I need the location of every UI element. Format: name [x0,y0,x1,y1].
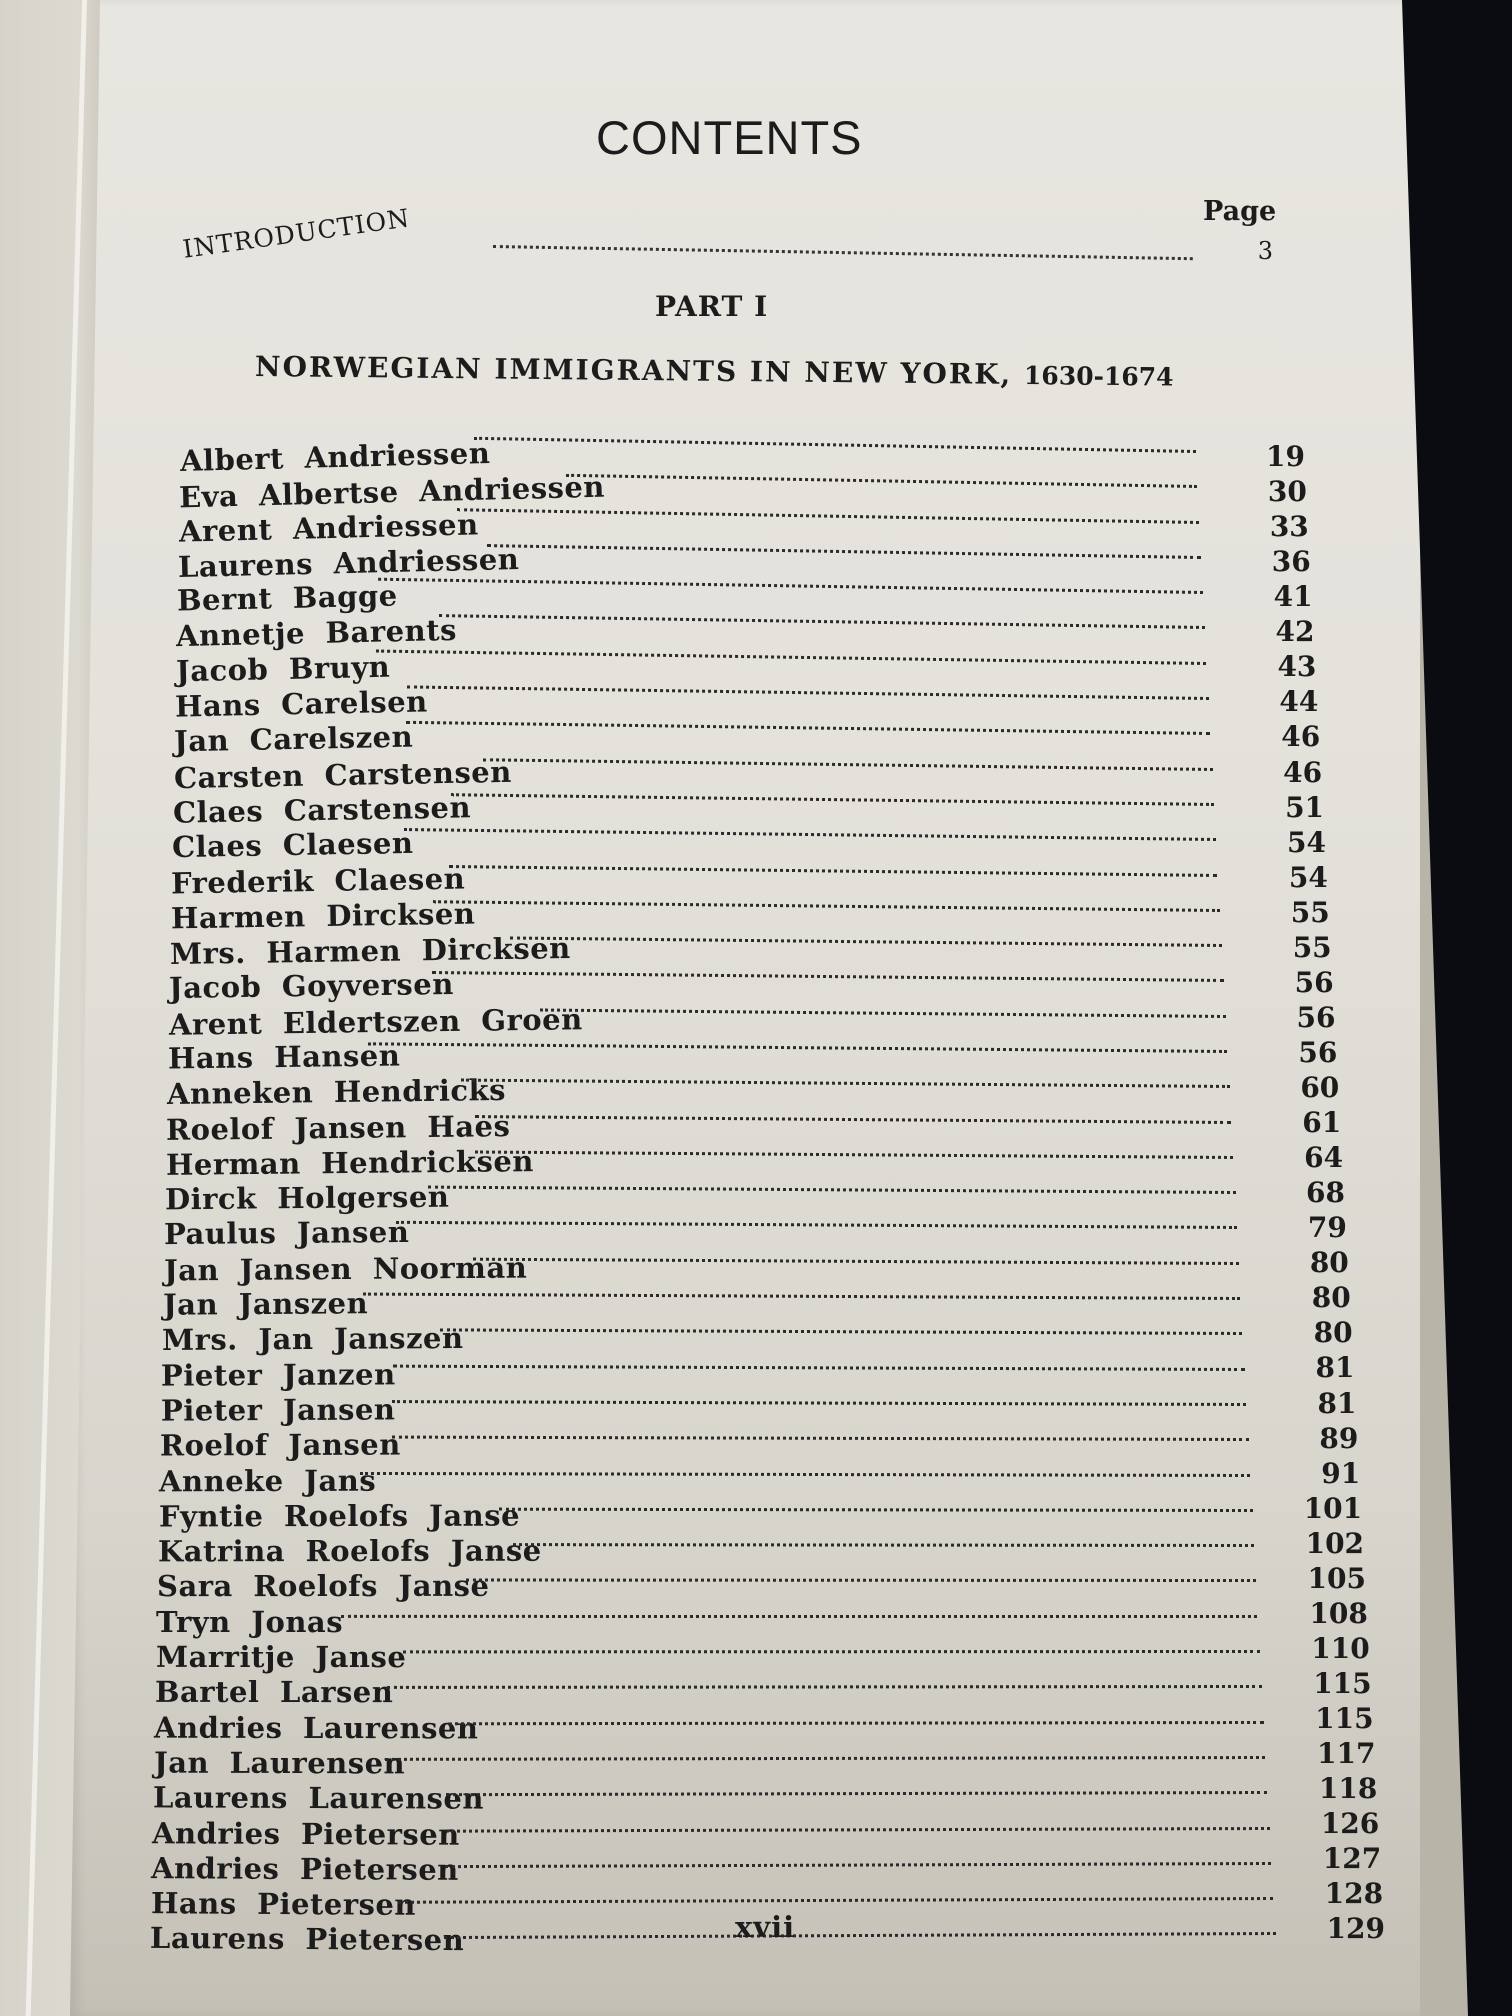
toc-entry-page: 43 [1277,650,1317,684]
toc-entry-page: 44 [1279,685,1319,719]
toc-entry-name: Pieter Janzen [161,1357,397,1393]
toc-entry-label: INTRODUCTION [180,203,412,264]
toc-entry-page: 115 [1313,1667,1372,1700]
toc-entry-name: Harmen Dircksen [170,896,476,936]
toc-entry-page: 81 [1315,1351,1355,1385]
page-column-label: Page [1203,196,1277,227]
toc-entry-page: 42 [1275,615,1315,649]
toc-entry-name: Albert Andriessen [179,435,491,479]
toc-entry-page: 56 [1296,1000,1336,1034]
toc-entry-name: Pieter Jansen [160,1392,396,1428]
dot-leader [466,1579,1256,1583]
toc-entry-name: Andries Pietersen [152,1815,461,1852]
toc-entry-page: 105 [1307,1561,1366,1595]
toc-entry-name: Tryn Jonas [156,1604,344,1639]
toc-entry-page: 128 [1324,1877,1384,1911]
dot-leader [386,1685,1261,1689]
toc-entry-name: Frederik Claesen [171,861,466,900]
toc-entry-page: 126 [1320,1807,1380,1841]
dot-leader [487,544,1201,559]
toc-entry-name: Roelof Jansen Haes [166,1108,511,1147]
dot-leader [446,1827,1270,1833]
toc-entry-name: Jan Carelszen [173,719,414,759]
toc-entry-name: Arent Andriessen [178,506,479,549]
toc-entry-page: 110 [1311,1631,1370,1665]
dot-leader [449,865,1217,877]
dot-leader [393,1364,1245,1370]
toc-entry-name: Eva Albertse Andriessen [178,469,606,515]
toc-entry-page: 51 [1285,790,1325,824]
dot-leader [385,1756,1265,1761]
toc-entry-page: 118 [1318,1772,1378,1806]
toc-entry-name: Marritje Janse [155,1639,406,1675]
toc-entry-name: Bernt Bagge [176,578,399,618]
toc-entry-name: Bartel Larsen [154,1675,394,1710]
toc-entry-page: 3 [1257,237,1273,265]
toc-entry-page: 64 [1304,1141,1344,1175]
toc-entry-page: 101 [1303,1491,1363,1525]
dot-leader [376,649,1206,664]
dot-leader [440,1329,1242,1336]
toc-entry-name: Mrs. Jan Janszen [162,1321,464,1358]
toc-entry-page: 41 [1273,580,1313,614]
toc-entry-name: Laurens Laurensen [152,1780,484,1816]
toc-entry-page: 89 [1319,1421,1359,1455]
toc-entry-page: 46 [1283,755,1323,789]
dot-leader [513,1543,1254,1547]
toc-entry-page: 80 [1311,1281,1351,1315]
toc-entry-page: 115 [1315,1702,1374,1736]
toc-entry-page: 56 [1298,1035,1338,1069]
dot-leader [392,1400,1246,1406]
toc-entry-name: Claes Carstensen [172,790,472,830]
dot-leader [428,1186,1236,1194]
dot-leader [341,1615,1257,1618]
toc-entry-page: 54 [1286,825,1326,859]
toc-entry-name: Jan Laurensen [153,1745,405,1781]
part-heading: PART I [655,290,769,323]
dot-leader [473,1257,1239,1264]
page-folio: xvii [735,1910,796,1944]
toc-entry-name: Dirck Holgersen [164,1179,450,1217]
section-heading-years: 1630-1674 [1023,361,1174,392]
toc-entry-page: 81 [1317,1386,1357,1420]
toc-entry-page: 61 [1302,1106,1342,1140]
dot-leader [451,793,1214,806]
toc-entry-page: 117 [1317,1737,1376,1771]
toc-entry-name: Anneken Hendricks [166,1073,507,1112]
dot-leader [457,508,1199,524]
dot-leader [444,1932,1276,1939]
toc-entry-page: 55 [1290,895,1330,929]
toc-entry-page: 80 [1309,1246,1349,1280]
toc-entry-page: 102 [1305,1526,1365,1560]
toc-entry-page: 33 [1269,510,1309,544]
toc-entry-page: 79 [1307,1211,1347,1245]
dot-leader [446,1791,1267,1796]
dot-leader [360,1472,1250,1477]
dot-leader [475,1115,1231,1124]
dot-leader [363,1293,1240,1300]
dot-leader [432,971,1224,982]
dot-leader [368,1042,1227,1053]
toc-entry-name: Laurens Andriessen [177,541,520,584]
toc-entry-name: Hans Carelsen [174,684,429,724]
dot-leader [474,437,1195,453]
toc-entry-page: 46 [1281,720,1321,754]
toc-entry-name: Mrs. Harmen Dircksen [169,931,571,972]
toc-entry-name: Roelof Jansen [159,1427,401,1463]
toc-entry-page: 129 [1326,1912,1385,1946]
dot-leader [445,1862,1271,1868]
toc-entry-page: 108 [1309,1596,1368,1630]
toc-entry-name: Fyntie Roelofs Janse [158,1498,520,1534]
dot-leader [391,1436,1248,1441]
toc-entry-name: Arent Eldertszen Groen [168,1001,583,1042]
toc-entry-name: Jacob Goyversen [169,967,455,1006]
toc-entry-name: Anneke Jans [159,1463,377,1498]
toc-entry-page: 54 [1288,860,1328,894]
page-title: CONTENTS [596,111,863,164]
dot-leader [398,1897,1273,1904]
toc-entry-page: 56 [1294,965,1334,999]
toc-entry-name: Jacob Bruyn [175,649,391,689]
toc-entry-name: Hans Pietersen [150,1886,416,1922]
toc-entry-name: Laurens Pietersen [149,1921,465,1958]
dot-leader [396,1221,1237,1229]
toc-entry-name: Claes Claesen [171,826,414,865]
toc-entry-name: Carsten Carstensen [173,754,512,795]
dot-leader [483,758,1213,771]
dot-leader [566,474,1197,488]
toc-entry-page: 80 [1313,1316,1353,1350]
dot-leader [378,578,1203,594]
dot-leader [404,828,1216,841]
toc-entry-name: Annetje Barents [176,613,458,654]
toc-entry-name: Andries Laurensen [154,1710,479,1745]
dot-leader [448,1721,1264,1725]
dot-leader [540,1008,1226,1018]
dot-leader [406,721,1210,735]
toc-entry-name: Andries Pietersen [151,1850,460,1887]
dot-leader [407,685,1209,700]
toc-entry-page: 91 [1321,1456,1361,1490]
toc-entry-name: Paulus Jansen [164,1215,410,1252]
toc-entry-name: Sara Roelofs Janse [157,1569,490,1604]
toc-entry-page: 127 [1322,1842,1382,1876]
toc-entry-page: 30 [1267,475,1307,509]
toc-entry-name: Herman Hendricksen [165,1143,534,1182]
dot-leader [403,1650,1260,1653]
toc-entry-name: Jan Janszen [162,1286,369,1322]
dot-leader [461,1079,1230,1088]
toc-entry-page: 19 [1266,440,1305,473]
toc-entry-name: Katrina Roelofs Janse [157,1533,542,1569]
toc-entry-name: Jan Jansen Noorman [163,1250,527,1288]
toc-entry-page: 36 [1271,545,1311,579]
dot-leader [510,937,1222,948]
dot-leader [499,1508,1253,1512]
toc-entry-page: 55 [1292,930,1332,964]
dot-leader [433,900,1220,912]
dot-leader [439,615,1205,630]
toc-entry-name: Hans Hansen [167,1038,401,1076]
dot-leader [475,1150,1233,1159]
section-heading-text: NORWEGIAN IMMIGRANTS IN NEW YORK, [254,350,1013,391]
toc-entry-page: 68 [1306,1176,1345,1210]
toc-entry-page: 60 [1300,1071,1340,1105]
